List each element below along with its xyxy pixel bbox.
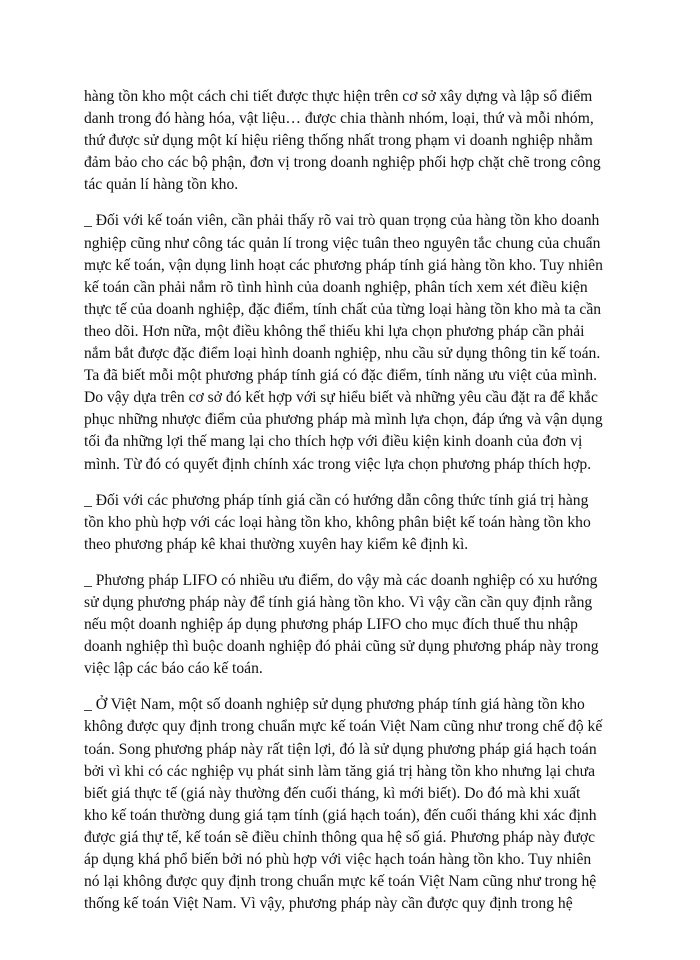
paragraph-4 — [84, 570, 620, 680]
text-line: mực kế toán, vận dụng linh hoạt các phương pháp tính giá hàng tồn kho. Tuy nhiên — [84, 256, 603, 274]
text-line: áp dụng khá phổ biến bởi nó phù hợp với việc hạch toán hàng tồn kho. Tuy nhiên — [84, 851, 592, 868]
text-line: nghiệp cũng như công tác quản lí trong việc tuân theo nguyên tắc chung của chuẩn — [84, 234, 601, 252]
text-line: thứ được sử dụng một kí hiệu riêng thống nhất trong phạm vi doanh nghiệp nhằm — [84, 132, 593, 150]
text-line: phục những nhược điểm của phương pháp mà mình lựa chọn, đáp ứng và vận dụng — [84, 411, 603, 429]
paragraph-3 — [84, 490, 620, 556]
text-line: danh trong đó hàng hóa, vật liệu… được chia thành nhóm, loại, thứ và mỗi nhóm, — [84, 110, 594, 128]
text-line: nó lại không được quy định trong chuẩn mực kế toán Việt Nam cũng như trong hệ — [84, 873, 597, 891]
text-line: mình. Từ đó có quyết định chính xác trong việc lựa chọn phương pháp thích hợp. — [84, 455, 592, 473]
text-line: nếu một doanh nghiệp áp dụng phương pháp LIFO cho mục đích thuế thu nhập — [84, 616, 578, 634]
text-line: hàng tồn kho một cách chi tiết được thực hiện trên cơ sở xây dựng và lập sổ điểm — [84, 88, 593, 105]
paragraph-2 — [84, 210, 620, 475]
text-line: việc lập các báo cáo kế toán. — [84, 660, 263, 678]
text-line: _ Đối với kế toán viên, cần phải thấy rõ vai trò quan trọng của hàng tồn kho doanh — [84, 212, 600, 230]
paragraph-5 — [84, 694, 620, 915]
text-line: được giá thự tế, kế toán sẽ điều chỉnh thông qua hệ số giá. Phương pháp này được — [84, 828, 596, 846]
text-line: theo dõi. Hơn nữa, một điều không thể thiếu khi lựa chọn phương pháp cần phải — [84, 322, 585, 340]
text-line: nắm bắt được đặc điểm loại hình doanh nghiệp, nhu cầu sử dụng thông tin kế toán. — [84, 345, 601, 363]
text-line: sử dụng phương pháp này để tính giá hàng tồn kho. Vì vậy cần cần quy định rằng — [84, 593, 593, 611]
text-line: _ Ở Việt Nam, một số doanh nghiệp sử dụng phương pháp tính giá hàng tồn kho — [84, 696, 585, 714]
text-line: kho kế toán thường dung giá tạm tính (giá hạch toán), đến cuối tháng khi xác định — [84, 806, 597, 824]
text-line: tối đa những lợi thế mang lại cho thích hợp với điều kiện kinh doanh của đơn vị — [84, 433, 583, 451]
text-line: Ta đã biết mỗi một phương pháp tính giá có đặc điểm, tính năng ưu việt của mình. — [84, 367, 597, 385]
text-line: thống kế toán Việt Nam. Vì vậy, phương pháp này cần được quy định trong hệ — [84, 895, 573, 913]
text-line: Do vậy dựa trên cơ sở đó kết hợp với sự hiểu biết và những yêu cầu đặt ra để khắc — [84, 389, 598, 407]
text-line: đảm bảo cho các bộ phận, đơn vị trong doanh nghiệp phối hợp chặt chẽ trong công — [84, 154, 601, 172]
text-line: biết giá thực tế (giá này thường đến cuối tháng, kì mới biết). Do đó mà khi xuất — [84, 784, 581, 802]
document-page — [84, 86, 620, 929]
text-line: thực tế của doanh nghiệp, đặc điểm, tính chất của từng loại hàng tồn kho mà ta cần — [84, 300, 602, 318]
text-line: tác quản lí hàng tồn kho. — [84, 176, 239, 194]
text-line: doanh nghiệp thì buộc doanh nghiệp đó phải cũng sử dụng phương pháp này trong — [84, 638, 599, 656]
text-line: _ Đối với các phương pháp tính giá cần có hướng dẫn công thức tính giá trị hàng — [84, 491, 589, 509]
paragraph-1 — [84, 86, 620, 196]
text-line: kế toán cần phải nắm rõ tình hình của doanh nghiệp, phân tích xem xét điều kiện — [84, 278, 588, 296]
text-line: tồn kho phù hợp với các loại hàng tồn kho, không phân biệt kế toán hàng tồn kho — [84, 513, 591, 531]
text-line: không được quy định trong chuẩn mực kế toán Việt Nam cũng như trong chế độ kế — [84, 718, 603, 736]
text-line: _ Phương pháp LIFO có nhiều ưu điểm, do vậy mà các doanh nghiệp có xu hướng — [84, 571, 598, 589]
text-line: toán. Song phương pháp này rất tiện lợi, đó là sử dụng phương pháp giá hạch toán — [84, 740, 597, 758]
text-line: theo phương pháp kê khai thường xuyên hay kiểm kê định kì. — [84, 535, 469, 553]
text-line: bởi vì khi có các nghiệp vụ phát sinh làm tăng giá trị hàng tồn kho nhưng lại chưa — [84, 762, 596, 780]
